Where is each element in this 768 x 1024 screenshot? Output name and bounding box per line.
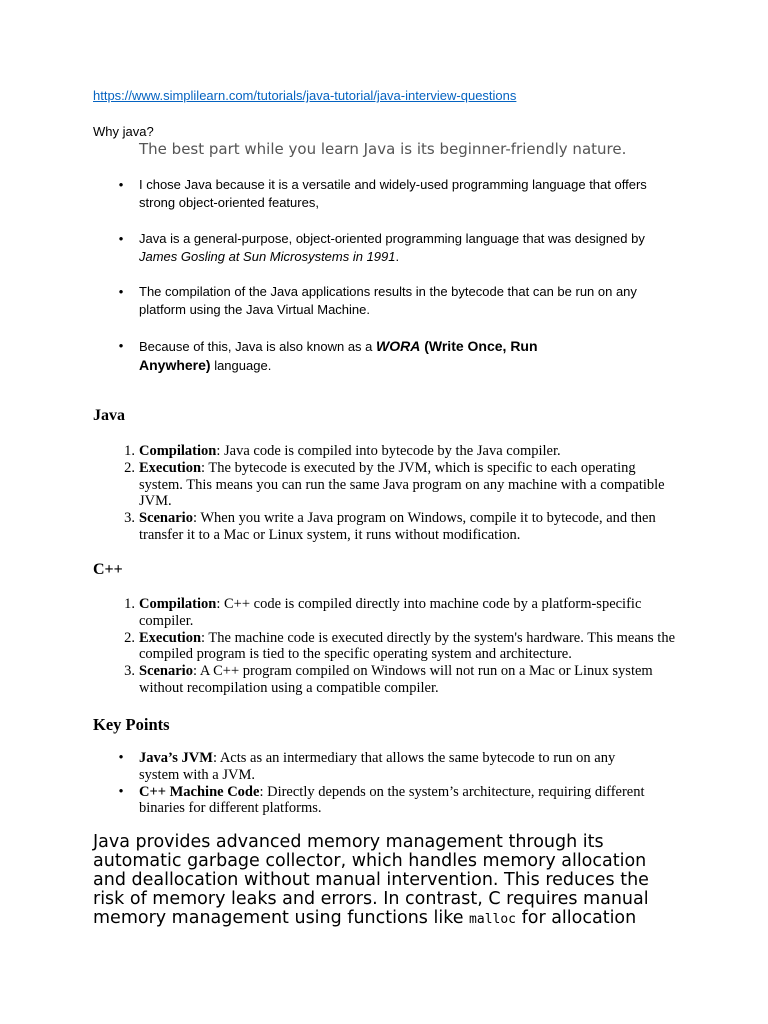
- list-item: [118, 750, 659, 784]
- bullet-text: The compilation of the Java applications results in the bytecode that can be run on any platform using the Java Virtual Machine.: [139, 284, 637, 317]
- list-number: 3.: [124, 663, 135, 680]
- list-number: 2.: [124, 459, 135, 476]
- bullet-text: Because of this, Java is also known as a: [139, 339, 377, 354]
- list-number: 1.: [124, 596, 135, 612]
- item-term: Scenario: [139, 510, 193, 527]
- bullet-text-end: language.: [210, 358, 272, 373]
- list-item: [124, 459, 679, 510]
- list-item: [124, 663, 679, 697]
- memory-management-paragraph: [93, 833, 673, 929]
- bullet-icon: •: [118, 783, 124, 800]
- list-item: [118, 337, 559, 375]
- list-item: [124, 443, 679, 460]
- java-heading: Java: [93, 407, 125, 424]
- list-item: [124, 596, 679, 630]
- list-item: [118, 176, 679, 212]
- item-term: C++ Machine Code: [139, 783, 260, 800]
- beginner-friendly-line: The best part while you learn Java is its beginner-friendly nature.: [139, 140, 627, 158]
- wora-term: WORA: [376, 338, 421, 354]
- paragraph-text-end: for allocation: [516, 908, 637, 928]
- bullet-text: Java is a general-purpose, object-oriented programming language that was designed by: [139, 231, 645, 246]
- java-ordered-list: [124, 443, 679, 544]
- list-number: 1.: [124, 443, 135, 459]
- item-term: Compilation: [139, 596, 217, 612]
- item-text: : Directly depends on the system’s architecture, requiring different binaries for different platforms.: [139, 783, 645, 817]
- bullet-emphasis: James Gosling at Sun Microsystems in 1991: [139, 249, 396, 264]
- item-term: Execution: [139, 629, 202, 646]
- inline-code: malloc: [469, 912, 517, 927]
- list-item: [118, 230, 679, 266]
- item-text: : When you write a Java program on Windows, compile it to bytecode, and then transfer it to a Mac or Linux system, it runs without modification.: [139, 510, 656, 543]
- key-points-heading: Key Points: [93, 715, 170, 734]
- bullet-icon: •: [118, 338, 124, 353]
- item-text: : Acts as an intermediary that allows the same bytecode to run on any system with a JVM.: [139, 750, 616, 783]
- list-number: 2.: [124, 629, 135, 646]
- bullet-icon: •: [118, 231, 124, 246]
- list-item: [124, 510, 679, 544]
- wora-expansion: (Write Once, Run Anywhere): [139, 338, 538, 373]
- item-text: : A C++ program compiled on Windows will not run on a Mac or Linux system without recompilation using a compatible compiler.: [139, 663, 653, 696]
- item-text: : C++ code is compiled directly into machine code by a platform-specific compiler.: [139, 596, 642, 629]
- bullet-icon: •: [118, 177, 124, 192]
- item-term: Execution: [139, 459, 202, 476]
- bullet-icon: •: [118, 284, 124, 299]
- cpp-ordered-list: [124, 596, 679, 697]
- bullet-text-end: .: [395, 249, 400, 264]
- why-java-label: Why java?: [93, 124, 154, 139]
- list-item: [124, 629, 679, 664]
- item-term: Java’s JVM: [139, 750, 213, 766]
- list-number: 3.: [124, 510, 135, 527]
- key-points-list: [118, 750, 659, 817]
- item-text: : The bytecode is executed by the JVM, which is specific to each operating system. This means you can run the same Java program on any machine with a compatible JVM.: [139, 459, 665, 510]
- paragraph-text: Java provides advanced memory management through its automatic garbage collector, which handles memory allocation and deallocation without manual intervention. This reduces the risk of memory leaks and errors. In contrast, C requires manual memory management using functions like: [93, 832, 649, 928]
- bullet-icon: •: [118, 750, 124, 766]
- reference-link[interactable]: https://www.simplilearn.com/tutorials/java-tutorial/java-interview-questions: [93, 88, 517, 103]
- item-term: Scenario: [139, 663, 193, 680]
- item-term: Compilation: [139, 443, 217, 459]
- list-item: [118, 283, 679, 319]
- bullet-text: I chose Java because it is a versatile and widely-used programming language that offers strong object-oriented features,: [139, 177, 647, 210]
- item-text: : Java code is compiled into bytecode by the Java compiler.: [216, 443, 561, 459]
- item-text: : The machine code is executed directly by the system's hardware. This means the compiled program is tied to the specific operating system and architecture.: [139, 629, 676, 663]
- list-item: [118, 783, 659, 818]
- cpp-heading: C++: [93, 561, 123, 578]
